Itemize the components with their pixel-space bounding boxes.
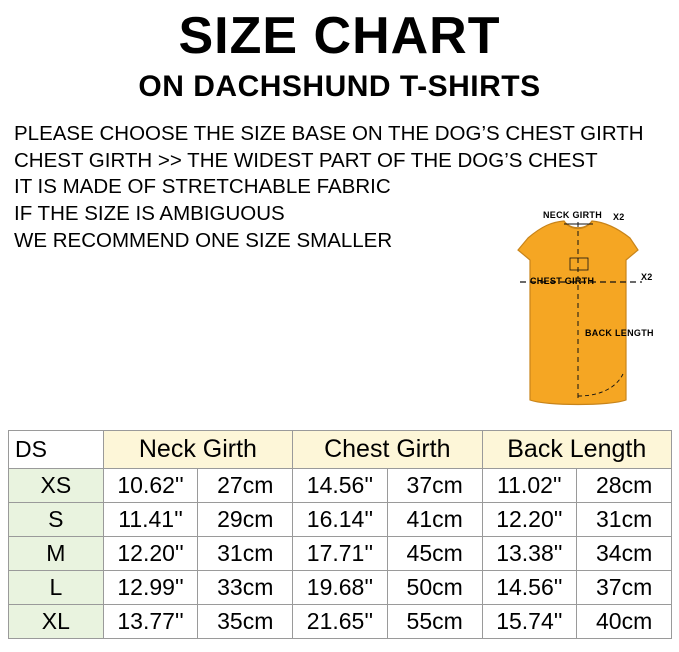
size-label: M [9,537,104,571]
size-chart-page [0,7,679,652]
column-header-chest-girth: Chest Girth [293,431,482,469]
chest-girth-inches: 14.56'' [293,469,388,503]
chest-girth-cm: 55cm [387,605,482,639]
instruction-line-3: IT IS MADE OF STRETCHABLE FABRIC [14,175,391,199]
chest-girth-inches: 16.14'' [293,503,388,537]
neck-girth-inches: 13.77'' [103,605,198,639]
page-subtitle: ON DACHSHUND T-SHIRTS [138,70,541,103]
chest-girth-inches: 21.65'' [293,605,388,639]
back-length-cm: 40cm [577,605,672,639]
chest-girth-cm: 45cm [387,537,482,571]
neck-girth-inches: 12.20'' [103,537,198,571]
size-table [8,430,672,639]
table-row [9,605,672,639]
tshirt-diagram [490,210,675,420]
neck-girth-cm: 33cm [198,571,293,605]
neck-girth-cm: 35cm [198,605,293,639]
size-label: S [9,503,104,537]
back-length-inches: 11.02'' [482,469,577,503]
chest-girth-cm: 50cm [387,571,482,605]
neck-girth-cm: 31cm [198,537,293,571]
back-length-cm: 28cm [577,469,672,503]
size-table-wrapper [8,430,672,639]
chest-girth-inches: 19.68'' [293,571,388,605]
table-row [9,503,672,537]
chest-girth-inches: 17.71'' [293,537,388,571]
back-length-inches: 14.56'' [482,571,577,605]
neck-girth-cm: 29cm [198,503,293,537]
neck-girth-cm: 27cm [198,469,293,503]
neck-girth-inches: 11.41'' [103,503,198,537]
back-length-cm: 37cm [577,571,672,605]
table-corner-label: DS [9,431,104,469]
size-label: XS [9,469,104,503]
back-length-inches: 15.74'' [482,605,577,639]
table-row [9,469,672,503]
neck-girth-inches: 10.62'' [103,469,198,503]
instruction-line-1: PLEASE CHOOSE THE SIZE BASE ON THE DOG’S CHEST GIRTH [14,122,644,145]
chest-girth-label: CHEST GIRTH [530,276,595,286]
back-length-cm: 31cm [577,503,672,537]
back-length-label: BACK LENGTH [585,328,654,338]
instruction-line-5: WE RECOMMEND ONE SIZE SMALLER [14,228,393,252]
neck-girth-multiplier: X2 [613,212,625,222]
table-row [9,571,672,605]
neck-girth-label: NECK GIRTH [543,210,602,220]
chest-girth-multiplier: X2 [641,272,653,282]
instruction-line-4: IF THE SIZE IS AMBIGUOUS [14,201,285,225]
column-header-neck-girth: Neck Girth [103,431,292,469]
size-label: XL [9,605,104,639]
page-title: SIZE CHART [178,7,501,65]
neck-girth-inches: 12.99'' [103,571,198,605]
size-label: L [9,571,104,605]
back-length-inches: 13.38'' [482,537,577,571]
instruction-line-2: CHEST GIRTH >> THE WIDEST PART OF THE DOG’S CHEST [14,148,598,172]
back-length-inches: 12.20'' [482,503,577,537]
back-length-cm: 34cm [577,537,672,571]
table-header-row [9,431,672,469]
chest-girth-cm: 37cm [387,469,482,503]
tshirt-illustration [490,210,675,420]
chest-girth-cm: 41cm [387,503,482,537]
table-row [9,537,672,571]
column-header-back-length: Back Length [482,431,671,469]
